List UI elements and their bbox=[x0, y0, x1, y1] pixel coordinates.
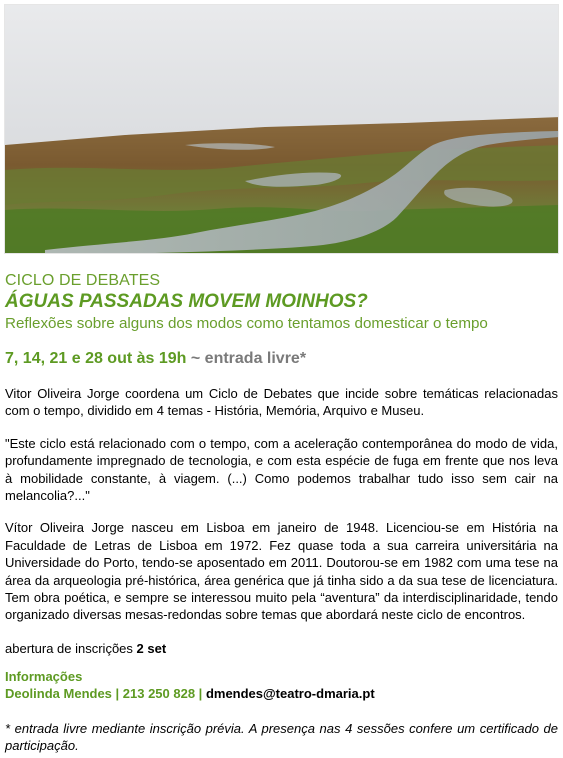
contact-name-phone: Deolinda Mendes | 213 250 828 | bbox=[5, 685, 206, 701]
contact-line bbox=[5, 685, 558, 702]
registration-label: abertura de inscrições bbox=[5, 640, 137, 656]
description-paragraph: Vitor Oliveira Jorge coordena um Ciclo de Debates que incide sobre temáticas relacionadas com o tempo, dividido em 4 temas - História, Memória, Arquivo e Museu. bbox=[5, 386, 558, 419]
event-title: ÁGUAS PASSADAS MOVEM MOINHOS? bbox=[5, 291, 368, 312]
event-subtitle: Reflexões sobre alguns dos modos como tentamos domesticar o tempo bbox=[5, 315, 488, 332]
landscape-photo-icon bbox=[5, 5, 559, 254]
hero-image bbox=[4, 4, 559, 254]
bio-paragraph: Vítor Oliveira Jorge nasceu em Lisboa em janeiro de 1948. Licenciou-se em História na Faculdade de Letras de Lisboa em 1972. Fez quase toda a sua carreira universitária na Universidade do Porto, tendo-se aposentado em 2011. Doutorou-se em 1982 com uma tese na área da arqueologia pré-histórica, área genérica que já tinha sido a da sua tese de licenciatura. Tem obra poética, e sempre se interessou muito pela “aventura” da interdisciplinaridade, tendo organizado diversas mesas-redondas sobre temas que abordará neste ciclo de encontros. bbox=[5, 520, 558, 623]
event-dates: 7, 14, 21 e 28 out às 19h bbox=[5, 350, 187, 367]
event-schedule bbox=[5, 349, 558, 369]
event-category: CICLO DE DEBATES bbox=[5, 272, 161, 289]
quote-paragraph: "Este ciclo está relacionado com o tempo, com a aceleração contemporânea do modo de vida, profundamente impregnado de tecnologia, e com esta espécie de fuga em frente que nos leva à mobilidade constante, à viagem. (...) Como podemos trabalhar tudo isso sem cair na melancolia?..." bbox=[5, 435, 558, 504]
info-heading: Informações bbox=[5, 668, 83, 684]
event-content bbox=[5, 272, 558, 754]
registration-date: 2 set bbox=[136, 640, 167, 656]
entry-info: ~ entrada livre* bbox=[186, 350, 307, 367]
footnote: * entrada livre mediante inscrição prévia. A presença nas 4 sessões confere um certificado de participação. bbox=[5, 720, 558, 753]
registration-info bbox=[5, 640, 558, 657]
contact-email-link[interactable]: dmendes@teatro-dmaria.pt bbox=[205, 685, 375, 701]
